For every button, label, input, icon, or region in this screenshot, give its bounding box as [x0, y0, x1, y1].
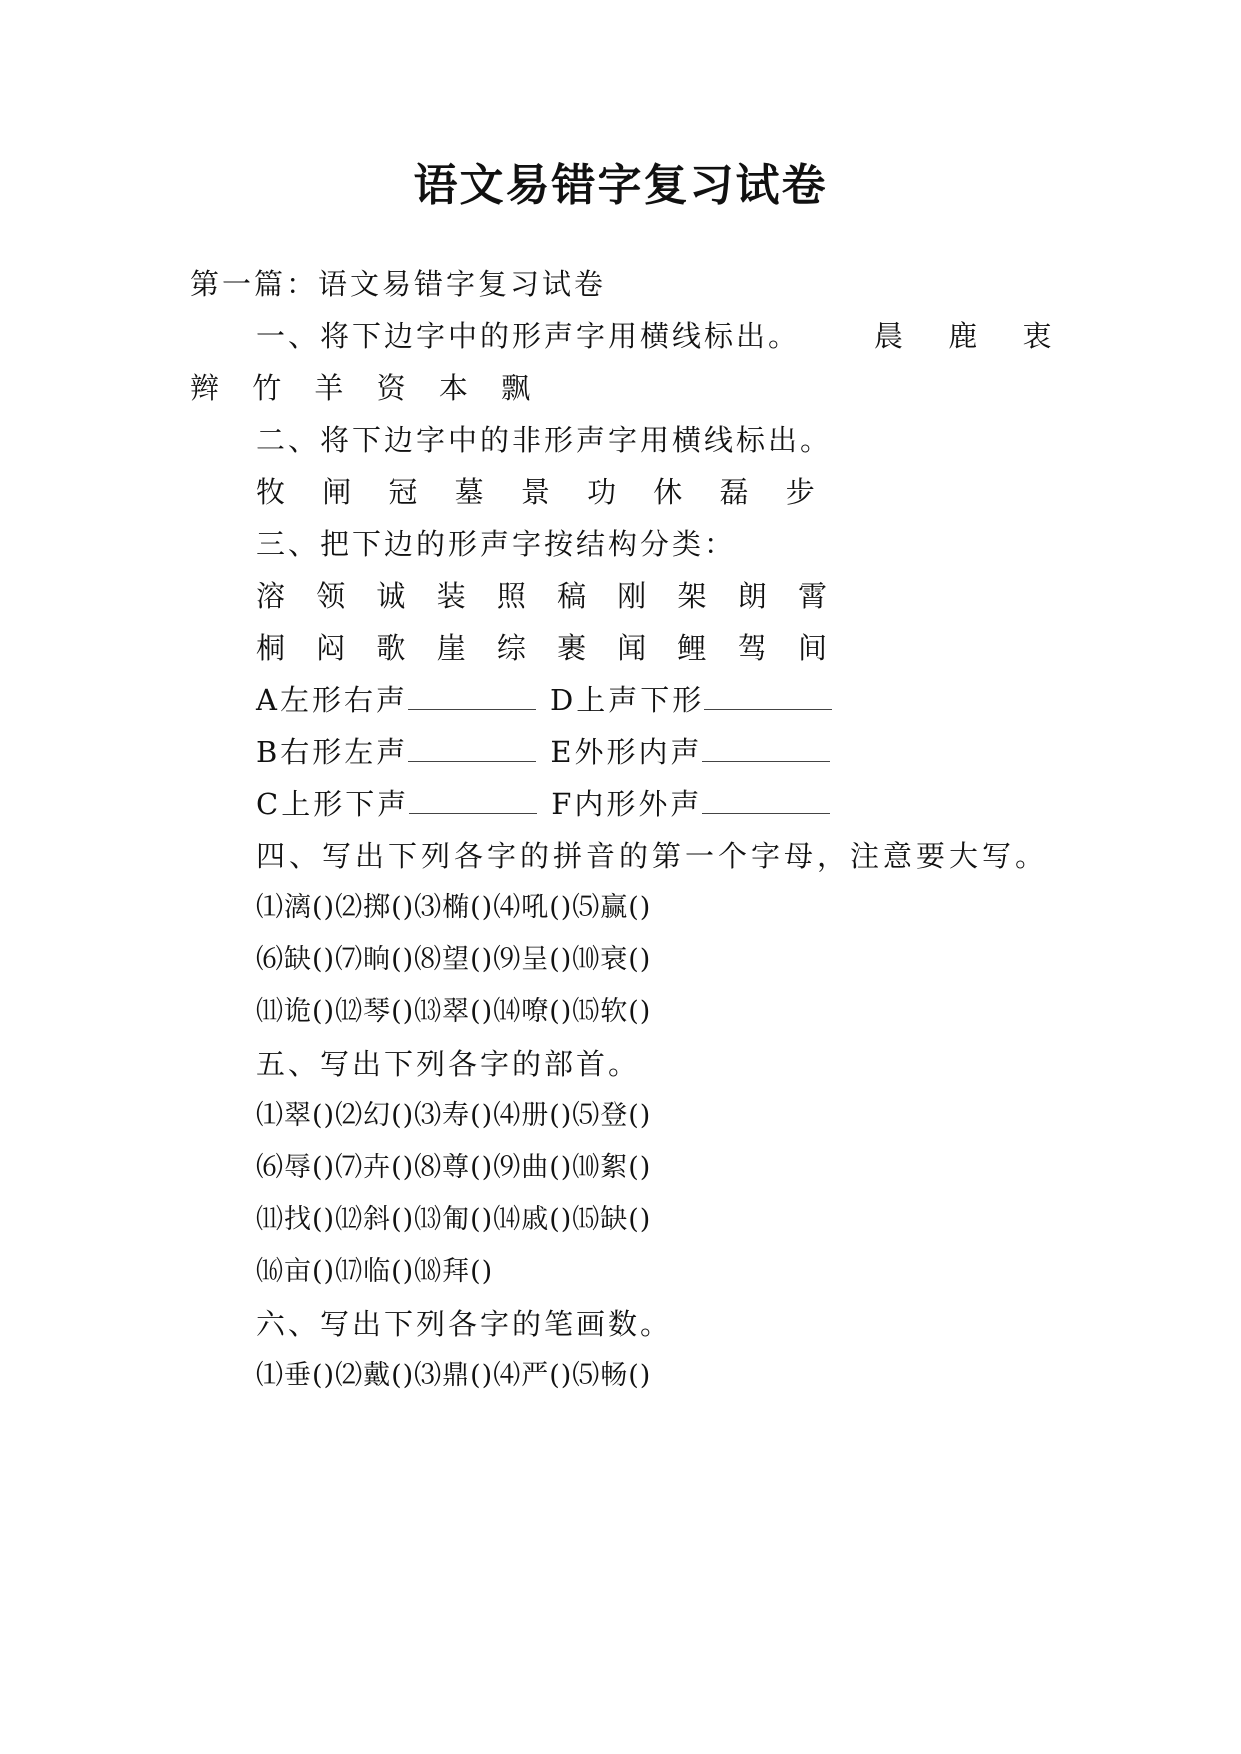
- answer-blank[interactable]: [702, 735, 830, 762]
- category-label: D上声下形: [549, 683, 705, 717]
- document-title: 语文易错字复习试卷: [413, 160, 828, 211]
- section-1-chars-b: 辫 竹 羊 资 本 飘: [190, 371, 543, 405]
- category-label: C上形下声: [256, 787, 410, 821]
- section-2-chars: 牧 闸 冠 墓 景 功 休 磊 步: [256, 475, 829, 509]
- answer-blank[interactable]: [409, 787, 537, 814]
- answer-blank[interactable]: [408, 683, 536, 710]
- section-3-row-1: 溶 领 诚 装 照 稿 刚 架 朗 霄: [256, 579, 838, 613]
- category-row: [256, 782, 844, 826]
- section-1-prompt: 一、将下边字中的形声字用横线标出。: [256, 319, 801, 353]
- category-row: [256, 678, 846, 722]
- section-6-row: ⑴垂()⑵戴()⑶鼎()⑷严()⑸畅(): [256, 1360, 652, 1391]
- section-4-prompt: 四、写出下列各字的拼音的第一个字母，注意要大写。: [256, 839, 1049, 873]
- category-label: E外形内声: [550, 735, 703, 769]
- section-6-prompt: 六、写出下列各字的笔画数。: [256, 1307, 673, 1341]
- section-5-row: ⑴翠()⑵幻()⑶寿()⑷册()⑸登(): [256, 1100, 652, 1131]
- section-5-row: ⑾找()⑿斜()⒀匍()⒁戚()⒂缺(): [256, 1204, 652, 1235]
- category-label: B右形左声: [256, 735, 409, 769]
- category-row: [256, 730, 844, 774]
- answer-blank[interactable]: [702, 787, 830, 814]
- section-heading: 第一篇：语文易错字复习试卷: [190, 267, 607, 301]
- section-5-prompt: 五、写出下列各字的部首。: [256, 1047, 641, 1081]
- section-1-chars-a: 晨 鹿 衷: [874, 319, 1070, 353]
- section-2-prompt: 二、将下边字中的非形声字用横线标出。: [256, 423, 833, 457]
- section-1-prompt-line: [256, 314, 1069, 358]
- answer-blank[interactable]: [408, 735, 536, 762]
- answer-blank[interactable]: [704, 683, 832, 710]
- section-3-row-2: 桐 闷 歌 崖 综 裹 闻 鲤 驾 间: [256, 631, 838, 665]
- section-4-row: ⑴漓()⑵掷()⑶椭()⑷吼()⑸赢(): [256, 892, 652, 923]
- section-5-row: ⑹辱()⑺卉()⑻尊()⑼曲()⑽絮(): [256, 1152, 652, 1183]
- category-label: A左形右声: [256, 683, 408, 717]
- section-5-row: ⒃亩()⒄临()⒅拜(): [256, 1256, 494, 1287]
- section-3-prompt: 三、把下边的形声字按结构分类：: [256, 527, 737, 561]
- category-label: F内形外声: [551, 787, 703, 821]
- section-4-row: ⑾诡()⑿琴()⒀翠()⒁嘹()⒂软(): [256, 996, 652, 1027]
- section-4-row: ⑹缺()⑺晌()⑻望()⑼呈()⑽衰(): [256, 944, 652, 975]
